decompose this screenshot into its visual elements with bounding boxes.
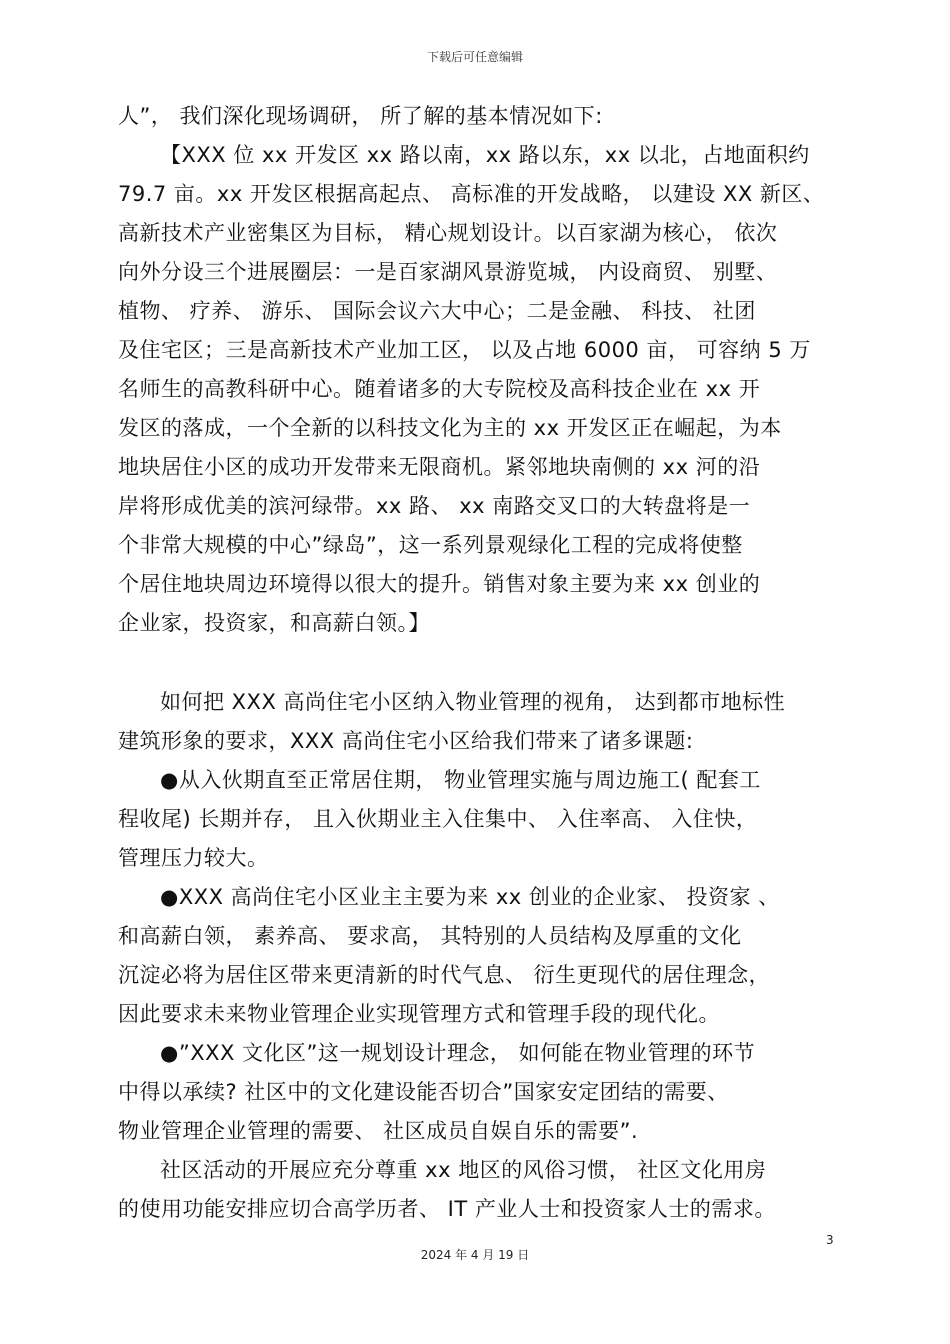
text-line: 岸将形成优美的滨河绿带。xx 路、 xx 南路交叉口的大转盘将是一: [118, 494, 751, 518]
text-line: 的使用功能安排应切合高学历者、 IT 产业人士和投资家人士的需求。: [118, 1197, 776, 1221]
footer-date: 2024 年 4 月 19 日: [420, 1248, 530, 1262]
page-header: 下载后可任意编辑: [426, 50, 523, 64]
text-line: 管理压力较大。: [118, 846, 269, 870]
paragraph-site-overview: [118, 97, 840, 643]
text-line: 物业管理企业管理的需要、 社区成员自娱自乐的需要”.: [118, 1119, 639, 1143]
text-line: 沉淀必将为居住区带来更清新的时代气息、 衍生更现代的居住理念，: [118, 963, 771, 987]
text-line: 向外分设三个进展圈层：一是百家湖风景游览城， 内设商贸、 别墅、: [118, 260, 778, 284]
text-line: 【XXX 位 xx 开发区 xx 路以南，xx 路以东，xx 以北，占地面积约: [160, 143, 810, 167]
text-line: 地块居住小区的成功开发带来无限商机。紧邻地块南侧的 xx 河的沿: [118, 455, 761, 479]
text-line: 因此要求未来物业管理企业实现管理方式和管理手段的现代化。: [118, 1002, 720, 1026]
text-line: 中得以承续? 社区中的文化建设能否切合”国家安定团结的需要、: [118, 1080, 729, 1104]
text-line: 人”， 我们深化现场调研， 所了解的基本情况如下:: [118, 104, 603, 128]
bullet-line: ●从入伙期直至正常居住期， 物业管理实施与周边施工( 配套工: [160, 768, 761, 792]
text-line: 程收尾) 长期并存， 且入伙期业主入住集中、 入住率高、 入住快，: [118, 807, 758, 831]
text-line: 建筑形象的要求，XXX 高尚住宅小区给我们带来了诸多课题:: [118, 729, 694, 753]
text-line: 社区活动的开展应充分尊重 xx 地区的风俗习惯， 社区文化用房: [160, 1158, 767, 1182]
text-line: 如何把 XXX 高尚住宅小区纳入物业管理的视角， 达到都市地标性: [160, 690, 786, 714]
text-line: 企业家，投资家，和高薪白领。】: [118, 611, 430, 635]
text-line: 和高薪白领， 素养高、 要求高， 其特别的人员结构及厚重的文化: [118, 924, 742, 948]
paragraph-management-issues: [118, 683, 840, 1229]
text-line: 79.7 亩。xx 开发区根据高起点、 高标准的开发战略， 以建设 XX 新区、: [118, 182, 825, 206]
text-line: 个非常大规模的中心”绿岛”，这一系列景观绿化工程的完成将使整: [118, 533, 743, 557]
text-line: 高新技术产业密集区为目标， 精心规划设计。以百家湖为核心， 依次: [118, 221, 778, 245]
page-number: 3: [826, 1233, 834, 1247]
bullet-line: ●XXX 高尚住宅小区业主主要为来 xx 创业的企业家、 投资家 、: [160, 885, 780, 909]
text-line: 个居住地块周边环境得以很大的提升。销售对象主要为来 xx 创业的: [118, 572, 761, 596]
text-line: 名师生的高教科研中心。随着诸多的大专院校及高科技企业在 xx 开: [118, 377, 761, 401]
text-line: 及住宅区；三是高新技术产业加工区， 以及占地 6000 亩， 可容纳 5 万: [118, 338, 811, 362]
bullet-line: ●”XXX 文化区”这一规划设计理念， 如何能在物业管理的环节: [160, 1041, 756, 1065]
text-line: 发区的落成，一个全新的以科技文化为主的 xx 开发区正在崛起，为本: [118, 416, 782, 440]
text-line: 植物、 疗养、 游乐、 国际会议六大中心；二是金融、 科技、 社团: [118, 299, 756, 323]
